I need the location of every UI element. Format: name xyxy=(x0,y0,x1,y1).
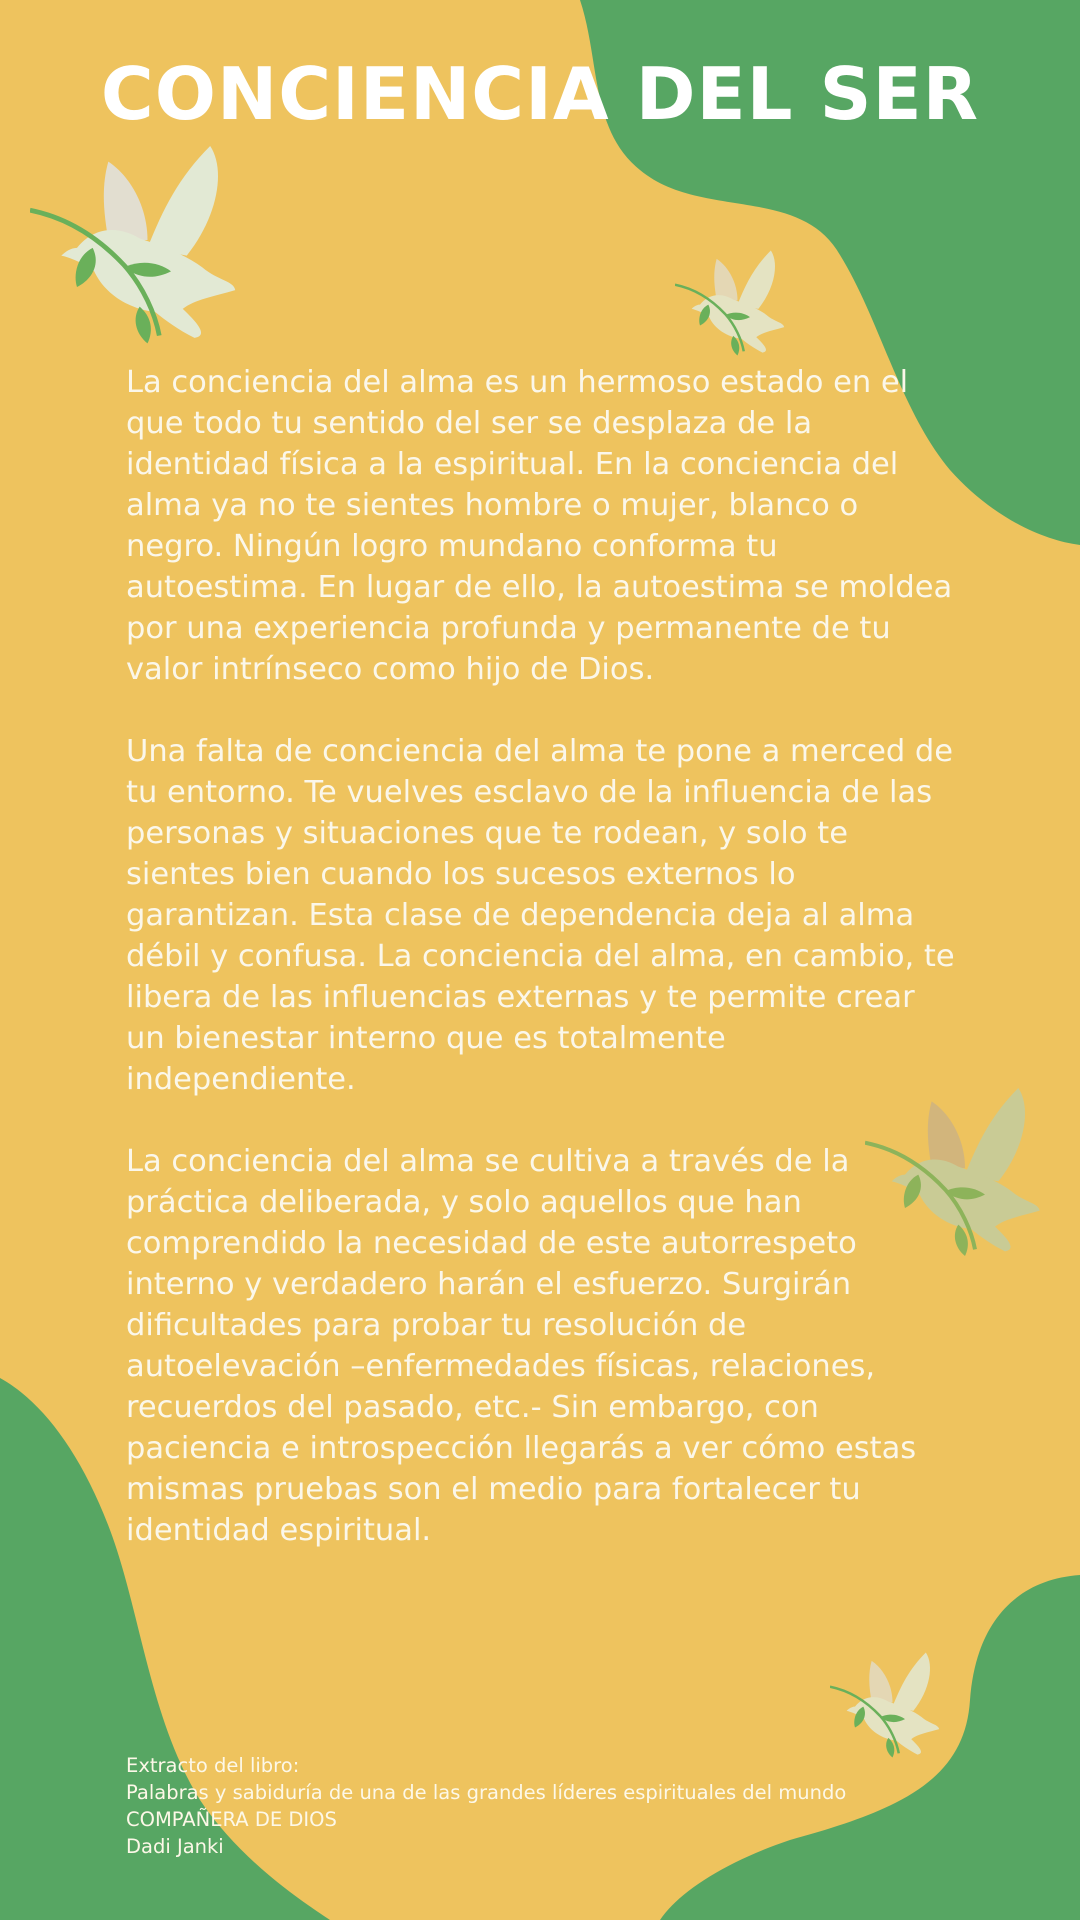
dove-icon xyxy=(830,1640,955,1765)
book-credit xyxy=(126,1752,956,1860)
paragraph: La conciencia del alma se cultiva a través de la práctica deliberada, y solo aquellos que han comprendido la necesidad de este autorrespeto interno y verdadero harán el esfuerzo. Surgirán dificultades para probar tu resolución de autoelevación –enfermedades físicas, relaciones, recuerdos del pasado, etc.- Sin embargo, con paciencia e introspección llegarás a ver cómo estas mismas pruebas son el medio para fortalecer tu identidad espiritual. xyxy=(126,1144,917,1548)
dove-icon xyxy=(30,125,265,355)
dove-icon xyxy=(675,238,800,363)
credit-author: Dadi Janki xyxy=(126,1835,224,1858)
page-title: CONCIENCIA DEL SER xyxy=(100,52,980,136)
credit-book-title: COMPAÑERA DE DIOS xyxy=(126,1808,337,1831)
body-text xyxy=(126,362,956,1592)
paragraph: La conciencia del alma es un hermoso estado en el que todo tu sentido del ser se desplaza de la identidad física a la espiritual. En la conciencia del alma ya no te sientes hombre o mujer, blanco o negro. Ningún logro mundano conforma tu autoestima. En lugar de ello, la autoestima se moldea por una experiencia profunda y permanente de tu valor intrínseco como hijo de Dios. xyxy=(126,365,953,687)
credit-subtitle: Palabras y sabiduría de una de las grandes líderes espirituales del mundo xyxy=(126,1781,847,1804)
credit-intro: Extracto del libro: xyxy=(126,1754,300,1777)
paragraph: Una falta de conciencia del alma te pone a merced de tu entorno. Te vuelves esclavo de la influencia de las personas y situaciones que te rodean, y solo te sientes bien cuando los sucesos externos lo garantizan. Esta clase de dependencia deja al alma débil y confusa. La conciencia del alma, en cambio, te libera de las influencias externas y te permite crear un bienestar interno que es totalmente independiente. xyxy=(126,734,955,1097)
